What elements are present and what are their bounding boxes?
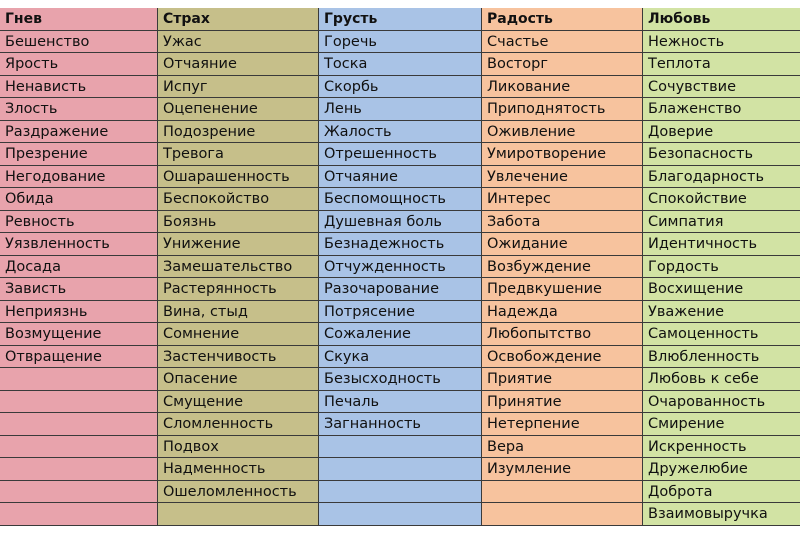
emotion-cell: Увлечение — [482, 166, 642, 189]
emotion-cell — [482, 481, 642, 504]
emotion-cell — [0, 413, 157, 436]
column-joy — [482, 8, 643, 526]
emotion-cell: Идентичность — [643, 233, 800, 256]
emotion-cell: Уважение — [643, 301, 800, 324]
emotion-cell — [319, 481, 481, 504]
emotion-cell: Оцепенение — [158, 98, 318, 121]
emotion-cell: Сомнение — [158, 323, 318, 346]
emotion-cell: Обида — [0, 188, 157, 211]
emotion-cell: Испуг — [158, 76, 318, 99]
emotion-cell: Вина, стыд — [158, 301, 318, 324]
emotion-cell: Лень — [319, 98, 481, 121]
emotion-cell: Ошеломленность — [158, 481, 318, 504]
column-header-anger: Гнев — [0, 8, 157, 31]
emotion-cell: Принятие — [482, 391, 642, 414]
emotion-cell: Взаимовыручка — [643, 503, 800, 526]
emotion-cell: Влюбленность — [643, 346, 800, 369]
emotion-cell: Возбуждение — [482, 256, 642, 279]
emotion-cell: Неприязнь — [0, 301, 157, 324]
emotion-cell: Ликование — [482, 76, 642, 99]
emotion-cell — [0, 458, 157, 481]
emotion-cell: Уязвленность — [0, 233, 157, 256]
emotion-cell: Безопасность — [643, 143, 800, 166]
emotion-cell: Унижение — [158, 233, 318, 256]
emotion-cell: Потрясение — [319, 301, 481, 324]
emotion-cell: Счастье — [482, 31, 642, 54]
column-love — [643, 8, 800, 526]
emotion-cell: Гордость — [643, 256, 800, 279]
column-sadness — [319, 8, 482, 526]
emotion-cell: Восхищение — [643, 278, 800, 301]
emotion-cell: Оживление — [482, 121, 642, 144]
emotion-cell: Надменность — [158, 458, 318, 481]
emotion-cell: Вера — [482, 436, 642, 459]
emotion-cell — [319, 503, 481, 526]
emotion-cell — [158, 503, 318, 526]
emotion-cell: Приятие — [482, 368, 642, 391]
emotion-cell: Симпатия — [643, 211, 800, 234]
emotion-cell: Растерянность — [158, 278, 318, 301]
emotion-cell: Смущение — [158, 391, 318, 414]
emotion-cell: Отчаяние — [158, 53, 318, 76]
column-header-joy: Радость — [482, 8, 642, 31]
emotion-cell: Боязнь — [158, 211, 318, 234]
emotion-cell: Тоска — [319, 53, 481, 76]
emotion-cell: Надежда — [482, 301, 642, 324]
emotion-cell: Предвкушение — [482, 278, 642, 301]
emotion-cell: Изумление — [482, 458, 642, 481]
emotions-table — [0, 8, 800, 526]
emotion-cell: Душевная боль — [319, 211, 481, 234]
emotion-cell — [482, 503, 642, 526]
emotion-cell: Горечь — [319, 31, 481, 54]
emotion-cell: Скука — [319, 346, 481, 369]
emotion-cell: Блаженство — [643, 98, 800, 121]
emotion-cell: Безысходность — [319, 368, 481, 391]
emotion-cell: Ревность — [0, 211, 157, 234]
emotion-cell: Сожаление — [319, 323, 481, 346]
emotion-cell — [319, 458, 481, 481]
column-anger — [0, 8, 158, 526]
emotion-cell — [0, 368, 157, 391]
emotion-cell: Нежность — [643, 31, 800, 54]
emotion-cell: Забота — [482, 211, 642, 234]
emotion-cell: Беспомощность — [319, 188, 481, 211]
emotion-cell: Любопытство — [482, 323, 642, 346]
emotion-cell — [0, 503, 157, 526]
emotion-cell: Любовь к себе — [643, 368, 800, 391]
emotion-cell: Подвох — [158, 436, 318, 459]
emotion-cell: Загнанность — [319, 413, 481, 436]
emotion-cell: Нетерпение — [482, 413, 642, 436]
emotion-cell: Застенчивость — [158, 346, 318, 369]
column-header-love: Любовь — [643, 8, 800, 31]
emotion-cell: Негодование — [0, 166, 157, 189]
emotion-cell: Ужас — [158, 31, 318, 54]
emotion-cell: Отчаяние — [319, 166, 481, 189]
column-header-fear: Страх — [158, 8, 318, 31]
emotion-cell: Бешенство — [0, 31, 157, 54]
emotion-cell: Ненависть — [0, 76, 157, 99]
emotion-cell: Восторг — [482, 53, 642, 76]
emotion-cell: Ошарашенность — [158, 166, 318, 189]
emotion-cell: Жалость — [319, 121, 481, 144]
emotion-cell: Искренность — [643, 436, 800, 459]
emotion-cell: Печаль — [319, 391, 481, 414]
emotion-cell: Отвращение — [0, 346, 157, 369]
emotion-cell: Умиротворение — [482, 143, 642, 166]
emotion-cell — [0, 481, 157, 504]
emotion-cell: Доброта — [643, 481, 800, 504]
emotion-cell: Отчужденность — [319, 256, 481, 279]
emotion-cell: Отрешенность — [319, 143, 481, 166]
emotion-cell: Подозрение — [158, 121, 318, 144]
emotion-cell: Разочарование — [319, 278, 481, 301]
emotion-cell: Раздражение — [0, 121, 157, 144]
emotion-cell: Опасение — [158, 368, 318, 391]
emotion-cell — [0, 391, 157, 414]
emotion-cell: Замешательство — [158, 256, 318, 279]
emotion-cell: Самоценность — [643, 323, 800, 346]
emotion-cell: Очарованность — [643, 391, 800, 414]
emotion-cell: Дружелюбие — [643, 458, 800, 481]
emotion-cell: Интерес — [482, 188, 642, 211]
emotion-cell: Благодарность — [643, 166, 800, 189]
emotion-cell: Скорбь — [319, 76, 481, 99]
emotion-cell: Зависть — [0, 278, 157, 301]
emotion-cell: Теплота — [643, 53, 800, 76]
emotion-cell — [319, 436, 481, 459]
emotion-cell: Возмущение — [0, 323, 157, 346]
emotion-cell: Приподнятость — [482, 98, 642, 121]
emotion-cell: Безнадежность — [319, 233, 481, 256]
column-fear — [158, 8, 319, 526]
emotion-cell: Ожидание — [482, 233, 642, 256]
emotion-cell: Досада — [0, 256, 157, 279]
column-header-sadness: Грусть — [319, 8, 481, 31]
emotion-cell: Сочувствие — [643, 76, 800, 99]
emotion-cell: Тревога — [158, 143, 318, 166]
emotion-cell: Спокойствие — [643, 188, 800, 211]
emotion-cell: Злость — [0, 98, 157, 121]
emotion-cell: Освобождение — [482, 346, 642, 369]
emotion-cell: Доверие — [643, 121, 800, 144]
emotion-cell: Смирение — [643, 413, 800, 436]
emotion-cell: Беспокойство — [158, 188, 318, 211]
emotion-cell: Презрение — [0, 143, 157, 166]
emotion-cell — [0, 436, 157, 459]
emotion-cell: Сломленность — [158, 413, 318, 436]
emotion-cell: Ярость — [0, 53, 157, 76]
